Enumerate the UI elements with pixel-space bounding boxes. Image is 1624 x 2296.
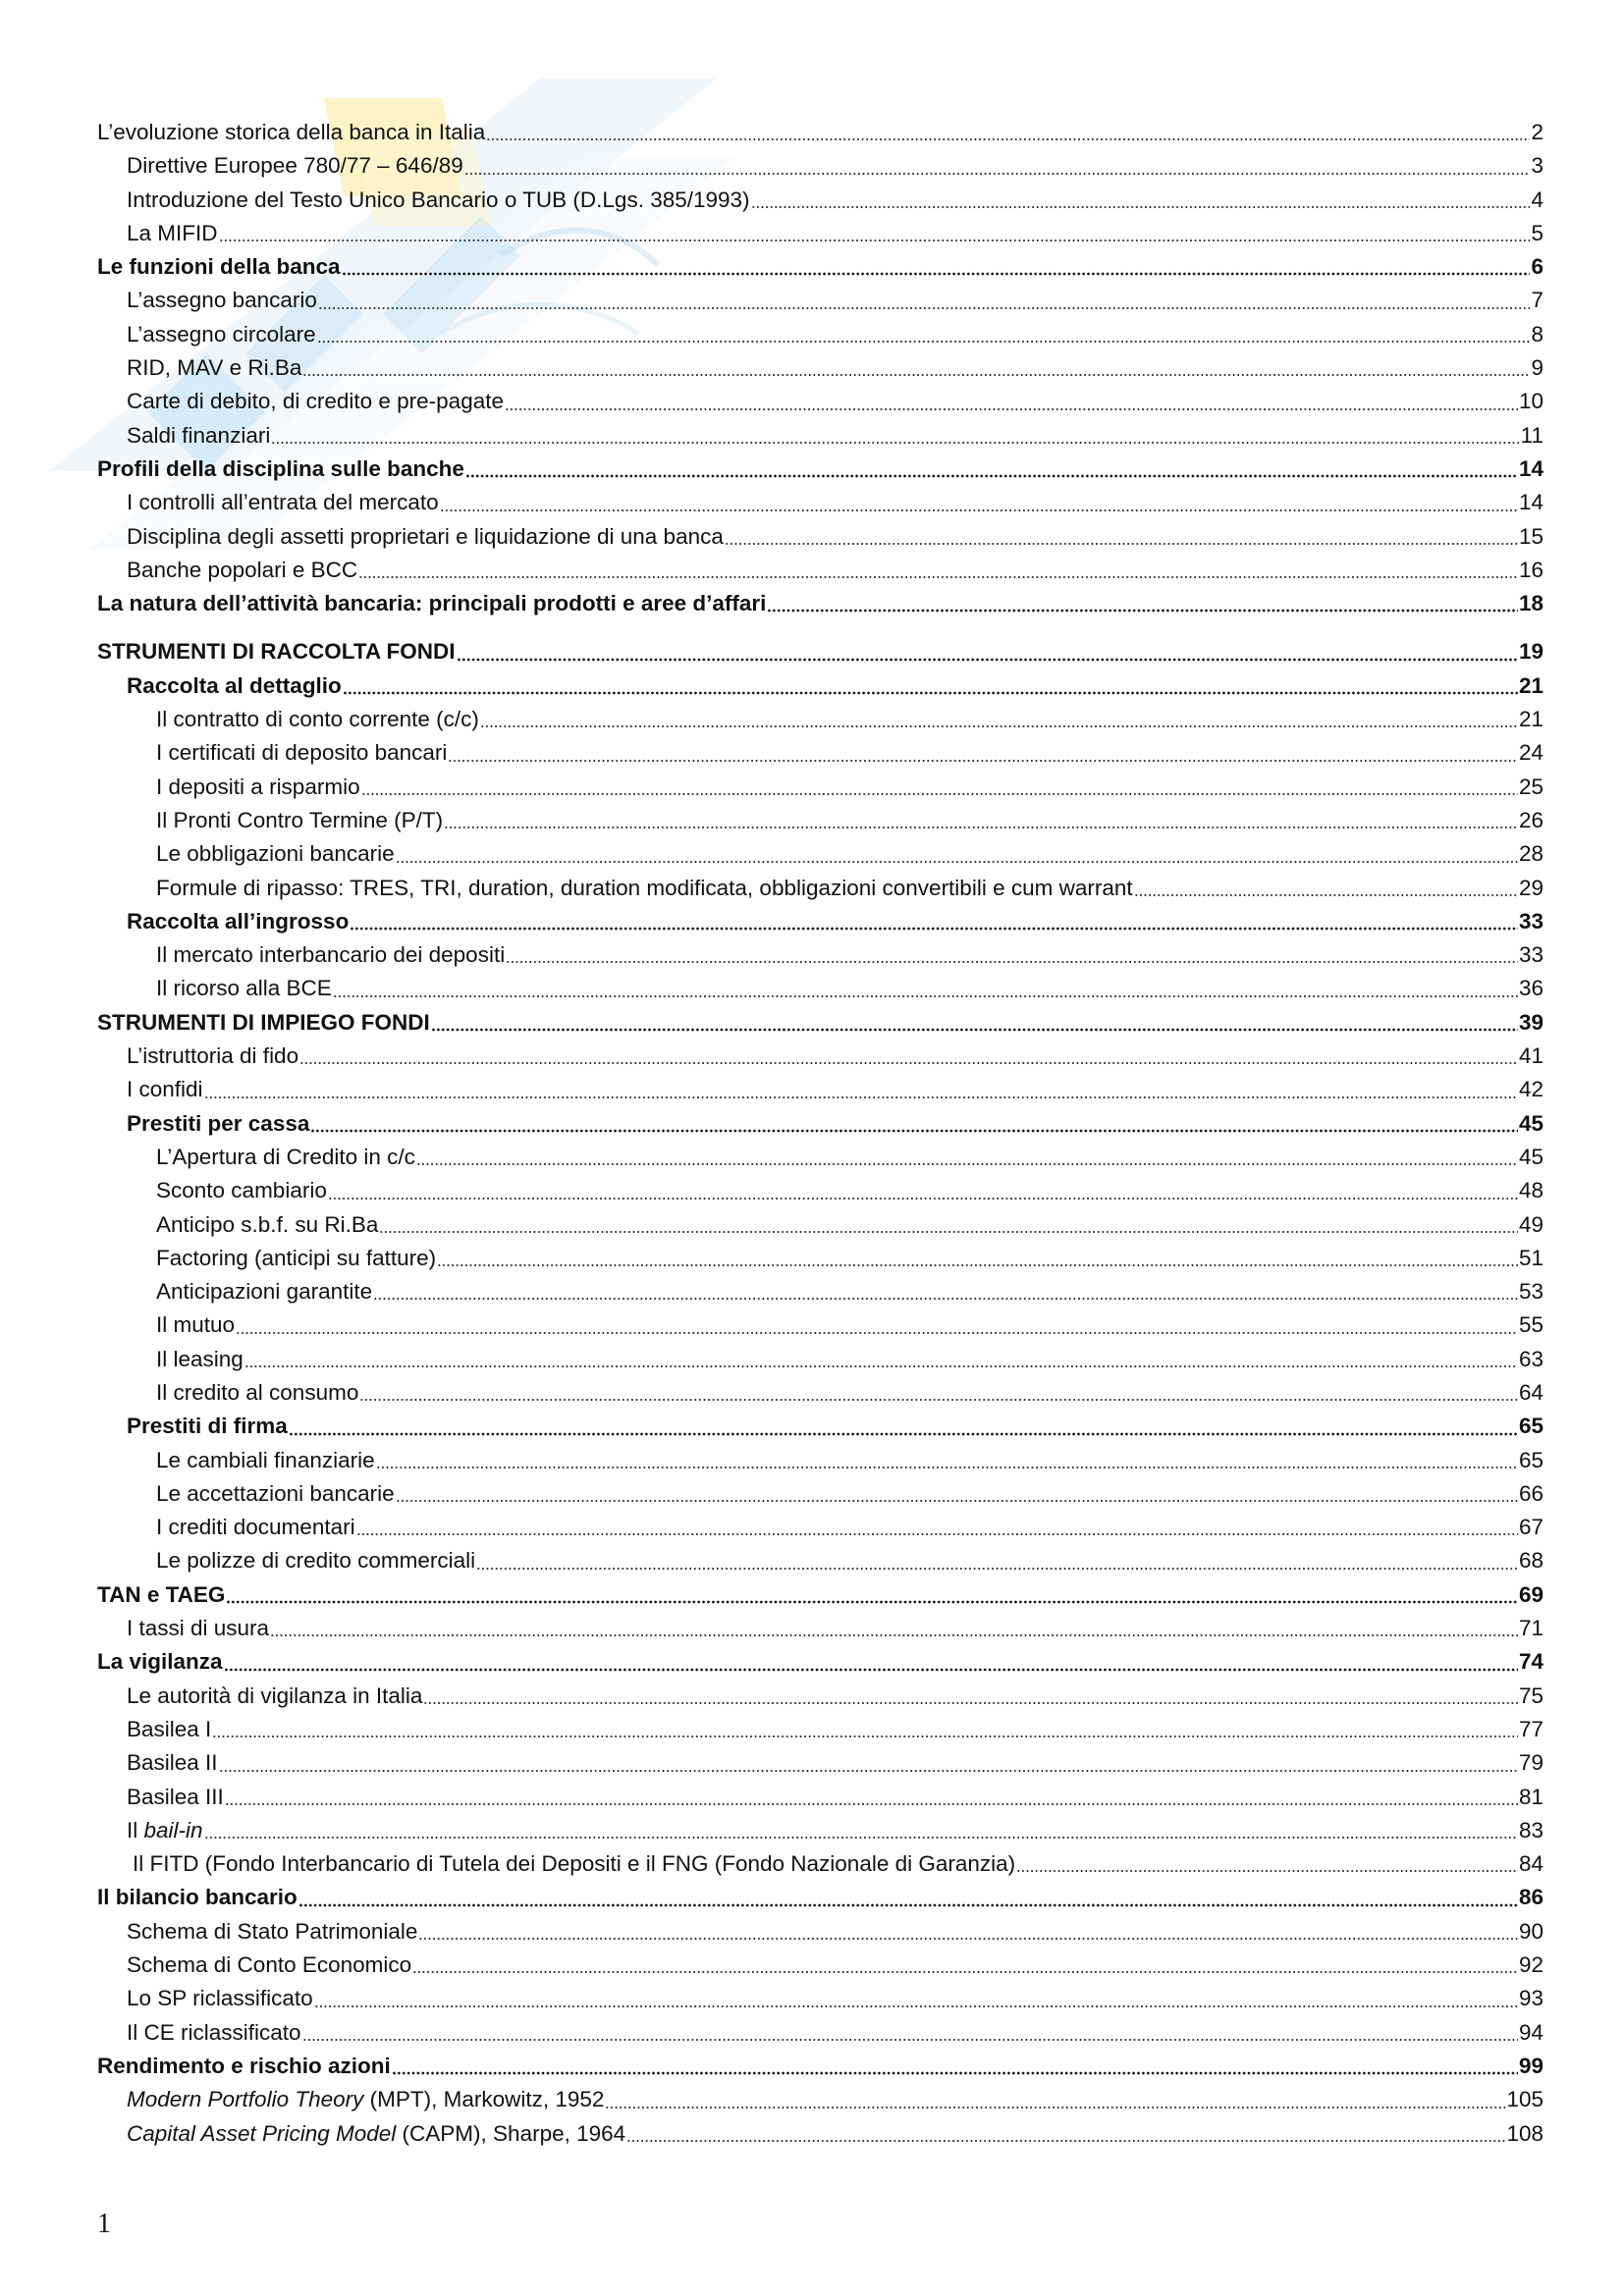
toc-entry[interactable] [97,520,1543,554]
toc-entry-title: Schema di Stato Patrimoniale [127,1918,418,1944]
toc-dot-leader [226,1600,1518,1604]
toc-entry[interactable] [97,1410,1543,1443]
toc-entry-title: I tassi di usura [127,1616,270,1641]
toc-page-number: 90 [1518,1918,1543,1944]
toc-dot-leader [358,575,1518,579]
toc-page-number: 41 [1518,1043,1543,1069]
toc-dot-leader [270,1633,1518,1637]
toc-page-number: 33 [1518,942,1543,968]
toc-entry-title: Banche popolari e BCC [127,557,358,582]
toc-entry-title: RID, MAV e Ri.Ba [127,355,302,381]
toc-page-number: 84 [1518,1851,1543,1877]
toc-dot-leader [212,1735,1518,1738]
toc-page-number: 65 [1518,1447,1543,1472]
toc-page-number: 39 [1518,1009,1543,1035]
toc-dot-leader [605,2106,1505,2109]
toc-dot-leader [314,2004,1518,2008]
toc-dot-leader [302,373,1530,377]
toc-dot-leader [457,658,1518,662]
toc-entry-title: Le funzioni della banca [97,254,341,280]
toc-entry-title: Basilea I [127,1716,212,1741]
toc-page-number: 10 [1518,389,1543,414]
toc-entry-title: I confidi [127,1077,203,1102]
toc-entry-title: TAN e TAEG [97,1581,226,1607]
toc-entry[interactable] [97,837,1543,871]
toc-entry[interactable] [97,453,1543,486]
toc-entry-title: La natura dell’attività bancaria: principali prodotti e aree d’affari [97,591,767,616]
toc-dot-leader [219,239,1531,242]
toc-page-number: 33 [1518,908,1543,934]
toc-title-part: (MPT), Markowitz, 1952 [363,2087,605,2112]
toc-entry-title: Le polizze di credito commerciali [156,1548,476,1574]
toc-page-number: 29 [1518,875,1543,900]
toc-entry-title: Il CE riclassificato [127,2019,301,2045]
toc-dot-leader [465,474,1518,478]
toc-entry[interactable] [97,736,1543,770]
toc-entry[interactable] [97,116,1543,149]
toc-entry-title: Il Pronti Contro Termine (P/T) [156,807,444,832]
toc-entry[interactable] [97,1746,1543,1780]
toc-entry[interactable] [97,1073,1543,1106]
toc-entry[interactable] [97,669,1543,703]
toc-page-number: 11 [1520,422,1543,448]
toc-entry-title [127,1814,203,1847]
toc-dot-leader [359,1398,1518,1402]
toc-entry[interactable] [97,2117,1543,2151]
toc-dot-leader [444,826,1518,829]
toc-dot-leader [224,1668,1518,1672]
toc-page-number: 24 [1518,740,1543,766]
toc-entry[interactable] [97,1949,1543,1982]
toc-page-number: 71 [1518,1616,1543,1641]
toc-entry-title: Basilea III [127,1784,224,1809]
toc-entry-title: Disciplina degli assetti proprietari e liquidazione di una banca [127,523,724,549]
toc-entry-title: L’assegno circolare [127,321,316,347]
toc-page-number: 2 [1531,120,1543,144]
toc-title-part: Modern Portfolio Theory [127,2087,364,2112]
toc-dot-leader [361,792,1518,796]
toc-page-number: 48 [1518,1178,1543,1203]
toc-entry-title: Prestiti per cassa [127,1110,310,1136]
toc-entry-title: Il bilancio bancario [97,1885,298,1910]
toc-dot-leader [486,137,1530,141]
toc-dot-leader [225,1802,1518,1806]
toc-page-number: 21 [1518,707,1543,732]
toc-entry[interactable] [97,1275,1543,1308]
toc-dot-leader [448,759,1518,763]
toc-dot-leader [725,542,1518,546]
toc-page-number: 93 [1518,1986,1543,2011]
toc-page-number: 74 [1518,1649,1543,1675]
toc-page-number: 36 [1518,976,1543,1001]
toc-entry[interactable] [97,1511,1543,1544]
toc-entry[interactable] [97,1612,1543,1645]
toc-dot-leader [440,508,1518,512]
toc-entry[interactable] [97,635,1543,668]
toc-entry-title: Anticipo s.b.f. su Ri.Ba [156,1211,379,1237]
toc-entry[interactable] [97,2016,1543,2050]
toc-dot-leader [343,691,1518,695]
toc-dot-leader [506,960,1518,964]
toc-entry-title: I crediti documentari [156,1515,355,1540]
toc-entry[interactable] [97,351,1543,385]
toc-dot-leader [373,1297,1518,1301]
toc-entry[interactable] [97,905,1543,938]
toc-entry[interactable] [97,938,1543,972]
toc-page-number: 53 [1518,1279,1543,1305]
toc-entry-title: Il credito al consumo [156,1379,359,1405]
toc-page-number: 21 [1518,672,1543,698]
toc-entry[interactable] [97,1242,1543,1275]
toc-page-number: 7 [1531,288,1543,313]
toc-page-number: 105 [1506,2087,1543,2112]
toc-entry[interactable] [97,1814,1543,1847]
toc-entry[interactable] [97,217,1543,250]
toc-entry-title: L’evoluzione storica della banca in Italia [97,120,486,144]
toc-entry-title: Il mercato interbancario dei depositi [156,942,506,968]
toc-dot-leader [236,1331,1518,1335]
toc-entry[interactable] [97,703,1543,736]
toc-page-number: 8 [1531,321,1543,347]
toc-entry[interactable] [97,1308,1543,1342]
toc-entry[interactable] [97,1578,1543,1612]
toc-entry-title: Il FITD (Fondo Interbancario di Tutela dei Depositi e il FNG (Fondo Nazionale di Garanzia) [133,1851,1016,1877]
toc-entry-title: Prestiti di firma [127,1414,288,1439]
toc-entry-title: Schema di Conto Economico [127,1952,412,1978]
toc-entry[interactable] [97,554,1543,587]
toc-entry[interactable] [97,1477,1543,1511]
toc-dot-leader [376,1466,1518,1469]
toc-entry[interactable] [97,1006,1543,1040]
toc-dot-leader [476,1567,1518,1571]
toc-page-number: 77 [1518,1716,1543,1741]
toc-page-number: 75 [1518,1682,1543,1708]
toc-entry-title: Anticipazioni garantite [156,1279,373,1305]
toc-entry[interactable] [97,318,1543,351]
toc-title-part: (CAPM), Sharpe, 1964 [396,2120,626,2146]
toc-page-number: 19 [1518,639,1543,665]
toc-entry[interactable] [97,972,1543,1005]
toc-entry-title: Profili della disciplina sulle banche [97,455,464,481]
toc-entry[interactable] [97,385,1543,418]
toc-dot-leader [423,1701,1518,1705]
toc-page-number: 3 [1531,153,1543,179]
toc-page-number: 83 [1518,1817,1543,1842]
toc-page-number: 99 [1518,2053,1543,2078]
toc-page-number: 16 [1518,557,1543,582]
table-of-contents [97,116,1543,2151]
toc-entry-title: Il contratto di conto corrente (c/c) [156,707,479,732]
toc-page-number: 4 [1531,187,1543,212]
toc-entry[interactable] [97,1208,1543,1242]
toc-dot-leader [244,1364,1518,1368]
toc-dot-leader [751,205,1531,209]
toc-dot-leader [289,1432,1518,1436]
toc-dot-leader [626,2139,1505,2143]
toc-entry[interactable] [97,771,1543,804]
toc-page-number: 69 [1518,1581,1543,1607]
toc-dot-leader [317,340,1531,344]
toc-page-number: 49 [1518,1211,1543,1237]
toc-entry[interactable] [97,1645,1543,1679]
toc-title-part: bail-in [143,1817,203,1842]
toc-entry-title: Le obbligazioni bancarie [156,841,395,867]
toc-entry-title: Factoring (anticipi su fatture) [156,1245,437,1270]
toc-dot-leader [298,1903,1518,1907]
toc-entry[interactable] [97,1680,1543,1713]
toc-entry[interactable] [97,1847,1543,1881]
toc-page-number: 63 [1518,1346,1543,1371]
toc-entry[interactable] [97,419,1543,453]
toc-page-number: 66 [1518,1480,1543,1506]
toc-page-number: 65 [1518,1414,1543,1439]
toc-entry[interactable] [97,1544,1543,1577]
toc-entry[interactable] [97,2083,1543,2116]
toc-entry-title: Raccolta al dettaglio [127,672,342,698]
toc-dot-leader [1134,893,1518,897]
toc-dot-leader [204,1095,1518,1099]
toc-page-number: 79 [1518,1750,1543,1776]
toc-dot-leader [392,2071,1518,2075]
toc-dot-leader [342,272,1531,276]
toc-page-number: 6 [1531,254,1543,280]
toc-entry-title: I depositi a risparmio [156,774,360,799]
toc-entry[interactable] [97,1881,1543,1914]
toc-page-number: 55 [1518,1312,1543,1338]
toc-entry-title: Il mutuo [156,1312,236,1338]
toc-dot-leader [416,1162,1518,1166]
toc-page-number: 9 [1531,355,1543,381]
toc-dot-leader [271,441,1519,445]
toc-dot-leader [333,994,1518,998]
toc-entry[interactable] [97,486,1543,519]
toc-entry-title: Direttive Europee 780/77 – 646/89 [127,153,463,179]
toc-page-number: 94 [1518,2019,1543,2045]
toc-entry-title: Carte di debito, di credito e pre-pagate [127,389,504,414]
toc-page-number: 5 [1531,220,1543,245]
toc-entry[interactable] [97,872,1543,905]
toc-dot-leader [480,724,1518,728]
toc-entry-title: Formule di ripasso: TRES, TRI, duration, duration modificata, obbligazioni convertibili e cum warrant [156,875,1133,900]
toc-entry[interactable] [97,1141,1543,1174]
toc-entry[interactable] [97,1982,1543,2015]
toc-dot-leader [418,1937,1518,1941]
toc-dot-leader [437,1263,1518,1267]
toc-entry-title: Le cambiali finanziarie [156,1447,375,1472]
toc-dot-leader [505,407,1518,411]
toc-dot-leader [350,927,1518,931]
toc-entry-title: Basilea II [127,1750,218,1776]
toc-page-number: 42 [1518,1077,1543,1102]
toc-dot-leader [299,1061,1518,1065]
toc-dot-leader [767,609,1518,613]
toc-dot-leader [310,1129,1518,1133]
toc-page-number: 14 [1518,455,1543,481]
toc-entry-title: Rendimento e rischio azioni [97,2053,391,2078]
toc-entry-title [127,2083,604,2116]
toc-entry-title: La MIFID [127,220,218,245]
toc-entry-title: Le accettazioni bancarie [156,1480,395,1506]
toc-entry-title: Sconto cambiario [156,1178,327,1203]
toc-page-number: 92 [1518,1952,1543,1978]
toc-entry-title: I controlli all’entrata del mercato [127,490,439,515]
toc-page-number: 15 [1518,523,1543,549]
toc-entry-title: Lo SP riclassificato [127,1986,313,2011]
toc-entry[interactable] [97,1040,1543,1073]
toc-page-number: 45 [1518,1110,1543,1136]
toc-entry[interactable] [97,1781,1543,1814]
toc-dot-leader [204,1836,1518,1840]
toc-entry[interactable] [97,1343,1543,1376]
toc-entry-title: STRUMENTI DI IMPIEGO FONDI [97,1009,430,1035]
toc-title-part: Capital Asset Pricing Model [127,2120,397,2146]
toc-entry-title: L’istruttoria di fido [127,1043,299,1069]
toc-entry-title: L’Apertura di Credito in c/c [156,1144,415,1169]
toc-entry[interactable] [97,2050,1543,2083]
toc-dot-leader [328,1197,1518,1201]
toc-page-number: 26 [1518,807,1543,832]
toc-dot-leader [356,1532,1518,1536]
toc-entry[interactable] [97,184,1543,217]
toc-entry[interactable] [97,1713,1543,1746]
toc-entry-title: Saldi finanziari [127,422,271,448]
toc-dot-leader [396,860,1518,864]
toc-entry[interactable] [97,149,1543,183]
toc-page-number: 25 [1518,774,1543,799]
toc-dot-leader [464,172,1531,176]
toc-page-number: 81 [1518,1784,1543,1809]
toc-entry[interactable] [97,1107,1543,1141]
toc-page-number: 67 [1518,1515,1543,1540]
toc-dot-leader [302,2038,1518,2042]
toc-page-number: 28 [1518,841,1543,867]
toc-page-number: 108 [1506,2120,1543,2146]
toc-dot-leader [379,1230,1518,1234]
toc-dot-leader [412,1970,1518,1974]
toc-page-number: 86 [1518,1885,1543,1910]
toc-entry[interactable] [97,284,1543,317]
toc-entry[interactable] [97,1915,1543,1949]
toc-entry-title: I certificati di deposito bancari [156,740,448,766]
toc-page-number: 18 [1518,591,1543,616]
toc-entry[interactable] [97,804,1543,837]
toc-entry[interactable] [97,1174,1543,1207]
toc-page-number: 45 [1518,1144,1543,1169]
toc-dot-leader [431,1028,1518,1032]
toc-entry-title: Le autorità di vigilanza in Italia [127,1682,423,1708]
page-number: 1 [97,2209,111,2239]
toc-entry[interactable] [97,1444,1543,1477]
toc-dot-leader [1016,1869,1518,1873]
toc-title-part: Il [127,1817,144,1842]
toc-page-number: 64 [1518,1379,1543,1405]
toc-page-number: 14 [1518,490,1543,515]
toc-entry[interactable] [97,1376,1543,1410]
toc-entry[interactable] [97,587,1543,620]
toc-entry-title: Il ricorso alla BCE [156,976,332,1001]
toc-entry[interactable] [97,250,1543,284]
toc-entry-title: Introduzione del Testo Unico Bancario o TUB (D.Lgs. 385/1993) [127,187,750,212]
toc-dot-leader [219,1769,1518,1773]
toc-entry-title [127,2117,625,2151]
toc-entry-title: Il leasing [156,1346,244,1371]
toc-entry-title: La vigilanza [97,1649,223,1675]
toc-entry-title: L’assegno bancario [127,288,317,313]
toc-dot-leader [318,306,1531,310]
toc-dot-leader [396,1499,1518,1503]
toc-entry-title: Raccolta all’ingrosso [127,908,350,934]
toc-entry-title: STRUMENTI DI RACCOLTA FONDI [97,639,456,665]
toc-page-number: 68 [1518,1548,1543,1574]
toc-page-number: 51 [1518,1245,1543,1270]
